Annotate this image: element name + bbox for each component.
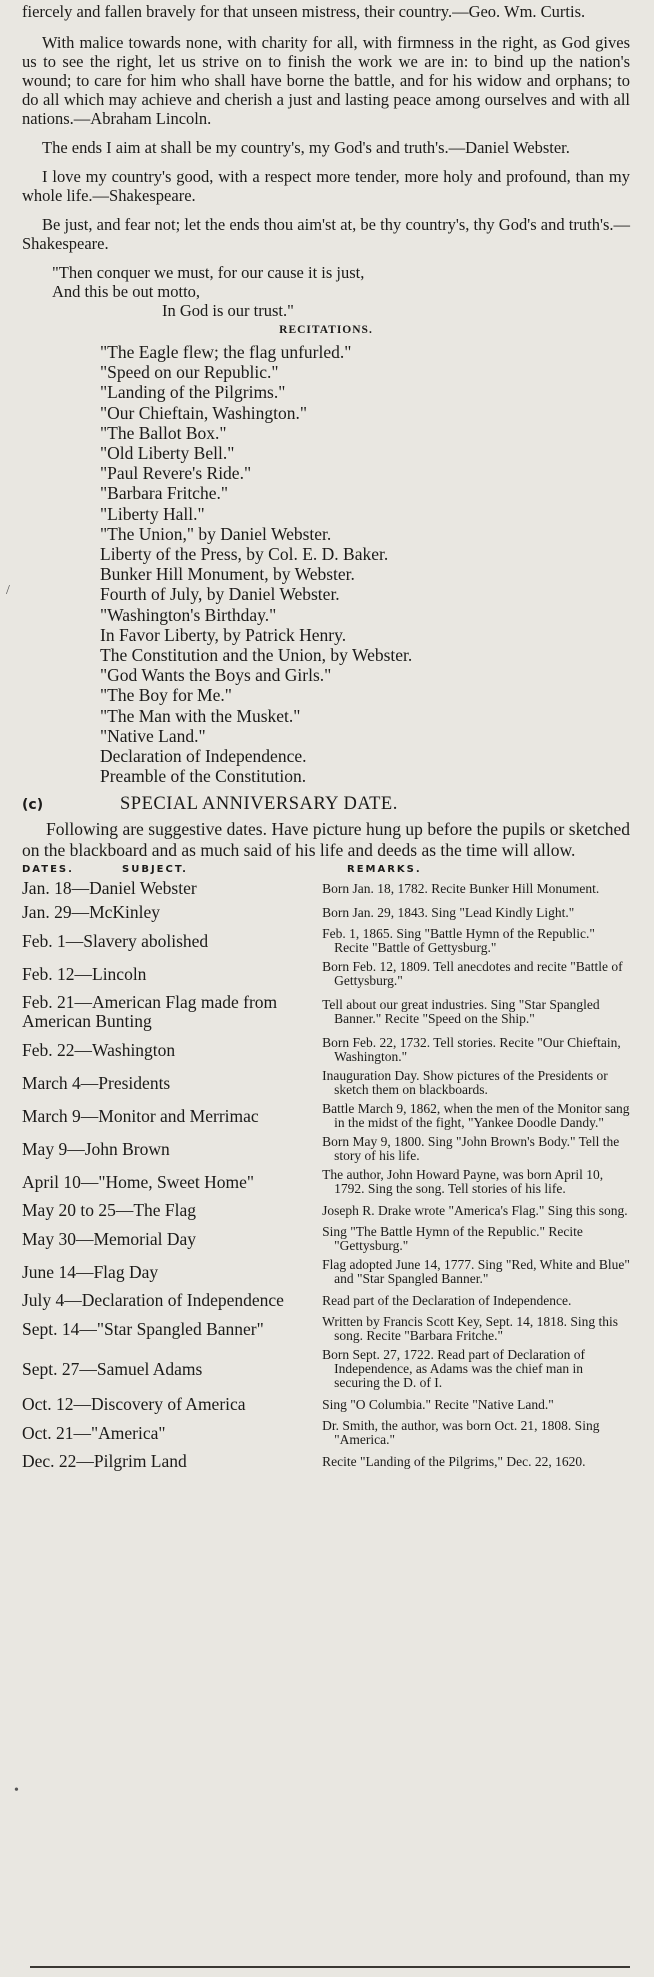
- recitation-item: "The Ballot Box.": [100, 422, 227, 443]
- table-row: [22, 1069, 630, 1097]
- row-subject: Feb. 12—Lincoln: [22, 963, 147, 984]
- poem-line: In God is our trust.": [162, 301, 294, 320]
- row-subject: March 9—Monitor and Merrimac: [22, 1105, 259, 1126]
- table-row: [22, 903, 630, 922]
- recitation-item: Liberty of the Press, by Col. E. D. Baker.: [100, 544, 389, 565]
- table-row: [22, 1258, 630, 1286]
- row-subject: March 4—Presidents: [22, 1072, 171, 1093]
- recitation-item: "Barbara Fritche.": [100, 483, 228, 504]
- recitation-item: "The Eagle flew; the flag unfurled.": [100, 342, 352, 362]
- paragraph: The ends I aim at shall be my country's, my God's and truth's.—Daniel Webster.: [42, 138, 570, 157]
- section-title: SPECIAL ANNIVERSARY DATE.: [120, 794, 398, 815]
- row-remarks: Born May 9, 1800. Sing "John Brown's Body." Tell the story of his life.: [322, 1134, 620, 1164]
- table-row: [22, 927, 630, 955]
- row-subject: May 20 to 25—The Flag: [22, 1200, 197, 1221]
- row-subject: Sept. 27—Samuel Adams: [22, 1358, 203, 1379]
- recitation-item: Preamble of the Constitution.: [100, 766, 307, 787]
- row-subject: June 14—Flag Day: [22, 1261, 159, 1282]
- recitation-item: "God Wants the Boys and Girls.": [100, 665, 332, 686]
- row-subject: Feb. 22—Washington: [22, 1039, 176, 1060]
- row-remarks: Born Jan. 18, 1782. Recite Bunker Hill Monument.: [322, 880, 600, 896]
- recitation-item: "The Union," by Daniel Webster.: [100, 523, 332, 544]
- margin-dot: •: [14, 1783, 19, 1798]
- paragraph: I love my country's good, with a respect more tender, more holy and profound, than my whole life.—Shakespeare.: [22, 167, 630, 205]
- row-subject: May 30—Memorial Day: [22, 1228, 196, 1249]
- table-row: [22, 1036, 630, 1064]
- row-subject: Dec. 22—Pilgrim Land: [22, 1451, 187, 1472]
- top-line: fiercely and fallen bravely for that unseen mistress, their country.—Geo. Wm. Curtis.: [22, 2, 586, 21]
- row-remarks: Sing "The Battle Hymn of the Republic." Recite "Gettysburg.": [322, 1224, 583, 1254]
- poem-line: And this be out motto,: [52, 282, 201, 301]
- recitation-item: "Native Land.": [100, 725, 206, 746]
- recitation-item: Declaration of Independence.: [100, 746, 307, 767]
- paragraph: With malice towards none, with charity for all, with firmness in the right, as God gives us to see the right, let us strive on to finish the work we are in: to bind up the nation's wound; to care for him who shall have borne the battle, and for his widow and orphans; to do all which may achieve and cherish a just and lasting peace among ourselves and with all nations.—Abraham Lincoln.: [22, 33, 630, 128]
- row-subject: Feb. 21—American Flag made from American Bunting: [22, 992, 278, 1032]
- recitation-item: Fourth of July, by Daniel Webster.: [100, 584, 340, 605]
- poem: [52, 263, 630, 320]
- recitation-item: "Paul Revere's Ride.": [100, 463, 252, 484]
- row-remarks: Sing "O Columbia." Recite "Native Land.": [322, 1396, 554, 1412]
- table-row: [22, 1201, 630, 1220]
- row-remarks: Born Feb. 12, 1809. Tell anecdotes and recite "Battle of Gettysburg.": [322, 959, 623, 989]
- row-remarks: Feb. 1, 1865. Sing "Battle Hymn of the Republic." Recite "Battle of Gettysburg.": [322, 926, 595, 956]
- row-remarks: Joseph R. Drake wrote "America's Flag." Sing this song.: [322, 1202, 628, 1218]
- recitations-heading: RECITATIONS.: [279, 324, 373, 336]
- row-remarks: Inauguration Day. Show pictures of the Presidents or sketch them on blackboards.: [322, 1068, 608, 1098]
- section-letter: (c): [22, 797, 44, 814]
- row-remarks: Read part of the Declaration of Independence.: [322, 1292, 572, 1308]
- row-subject: Sept. 14—"Star Spangled Banner": [22, 1318, 264, 1339]
- table-row: [22, 1348, 630, 1390]
- row-remarks: Written by Francis Scott Key, Sept. 14, 1818. Sing this song. Recite "Barbara Fritche.": [322, 1314, 619, 1344]
- section-intro: Following are suggestive dates. Have picture hung up before the pupils or sketched on the blackboard and as much said of his life and deeds as the time will allow.: [22, 819, 630, 860]
- row-subject: Jan. 18—Daniel Webster: [22, 878, 197, 899]
- recitation-item: Bunker Hill Monument, by Webster.: [100, 564, 355, 585]
- margin-tick: /: [6, 583, 10, 598]
- row-remarks: The author, John Howard Payne, was born April 10, 1792. Sing the song. Tell stories of his life.: [322, 1167, 604, 1197]
- recitation-item: "Washington's Birthday.": [100, 604, 277, 625]
- recitation-item: "Liberty Hall.": [100, 503, 205, 524]
- recitation-item: "Our Chieftain, Washington.": [100, 402, 307, 423]
- recitation-item: The Constitution and the Union, by Webster.: [100, 645, 413, 666]
- table-row: [22, 1419, 630, 1447]
- row-remarks: Born Sept. 27, 1722. Read part of Declaration of Independence, as Adams was the chief man in securing the D. of I.: [322, 1347, 585, 1391]
- table-row: [22, 1291, 630, 1310]
- table-row: [22, 1102, 630, 1130]
- row-remarks: Tell about our great industries. Sing "Star Spangled Banner." Recite "Speed on the Ship.": [322, 997, 600, 1027]
- row-subject: Feb. 1—Slavery abolished: [22, 930, 209, 951]
- row-subject: April 10—"Home, Sweet Home": [22, 1171, 255, 1192]
- section-heading: [22, 794, 630, 815]
- article-column: [22, 2, 630, 1476]
- row-remarks: Battle March 9, 1862, when the men of the Monitor sang in the midst of the fight, "Yankee Doodle Dandy.": [322, 1101, 630, 1131]
- table-row: [22, 879, 630, 898]
- recitation-item: "The Man with the Musket.": [100, 705, 301, 726]
- header-dates: DATES.: [22, 864, 74, 876]
- table-header: [22, 864, 630, 875]
- row-subject: Oct. 21—"America": [22, 1422, 166, 1443]
- row-remarks: Recite "Landing of the Pilgrims," Dec. 22, 1620.: [322, 1453, 586, 1469]
- recitation-item: "Old Liberty Bell.": [100, 443, 235, 464]
- table-row: [22, 1135, 630, 1163]
- row-remarks: Dr. Smith, the author, was born Oct. 21, 1808. Sing "America.": [322, 1418, 600, 1448]
- table-row: [22, 1395, 630, 1414]
- row-remarks: Flag adopted June 14, 1777. Sing "Red, White and Blue" and "Star Spangled Banner.": [322, 1257, 630, 1287]
- row-subject: Jan. 29—McKinley: [22, 902, 161, 923]
- recitation-item: In Favor Liberty, by Patrick Henry.: [100, 624, 347, 645]
- row-remarks: Born Feb. 22, 1732. Tell stories. Recite "Our Chieftain, Washington.": [322, 1035, 621, 1065]
- recitation-item: "The Boy for Me.": [100, 685, 232, 706]
- poem-line: "Then conquer we must, for our cause it is just,: [52, 263, 365, 282]
- header-subject: SUBJECT.: [122, 864, 188, 876]
- table-row: [22, 1225, 630, 1253]
- table-row: [22, 1315, 630, 1343]
- recitation-item: "Landing of the Pilgrims.": [100, 382, 286, 403]
- table-row: [22, 1452, 630, 1471]
- row-subject: May 9—John Brown: [22, 1138, 170, 1159]
- row-subject: July 4—Declaration of Independence: [22, 1290, 284, 1311]
- header-remarks: REMARKS.: [347, 864, 422, 876]
- table-row: [22, 960, 630, 988]
- anniversary-table: [22, 879, 630, 1471]
- table-row: [22, 993, 630, 1031]
- recitation-item: "Speed on our Republic.": [100, 362, 279, 383]
- row-subject: Oct. 12—Discovery of America: [22, 1394, 246, 1415]
- recitations-list: [22, 342, 630, 786]
- paragraph: Be just, and fear not; let the ends thou aim'st at, be thy country's, thy God's and truth's.—Shakespeare.: [22, 215, 630, 253]
- bottom-rule: [30, 1966, 630, 1968]
- row-remarks: Born Jan. 29, 1843. Sing "Lead Kindly Light.": [322, 904, 575, 920]
- table-row: [22, 1168, 630, 1196]
